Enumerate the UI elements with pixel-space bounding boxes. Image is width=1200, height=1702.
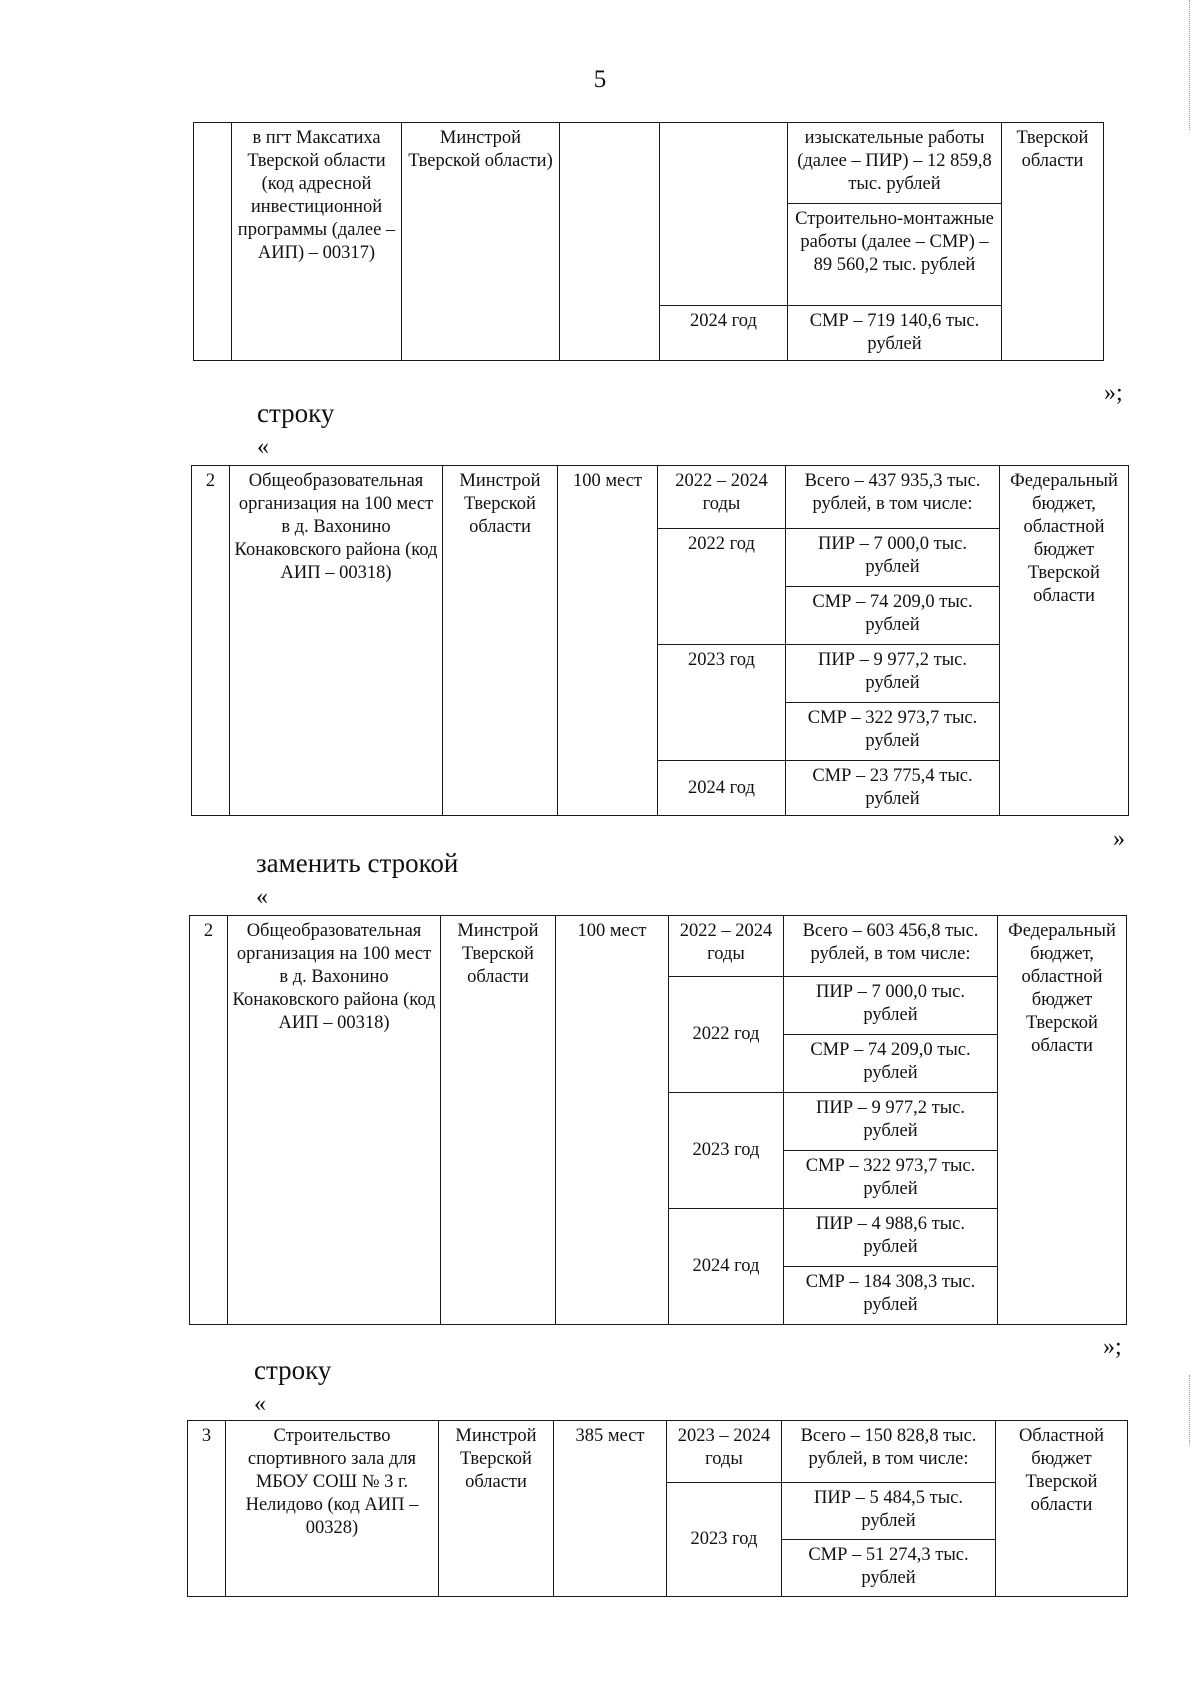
work-cell: СМР – 184 308,3 тыс. рублей	[784, 1267, 998, 1325]
capacity-cell: 100 мест	[556, 916, 669, 1325]
period-cell: 2023 – 2024 годы	[667, 1421, 782, 1483]
capacity-cell: 385 мест	[554, 1421, 667, 1597]
funding-source-cell: Федеральный бюджет, областной бюджет Тверской области	[998, 916, 1127, 1325]
closing-quote: »;	[1103, 1334, 1122, 1360]
table-row-current	[191, 465, 1129, 816]
funding-source-cell: Тверской области	[1002, 123, 1104, 361]
year-cell: 2024 год	[660, 306, 788, 361]
year-cell: 2023 год	[669, 1093, 784, 1209]
work-cell: изыскательные работы (далее – ПИР) – 12 859,8 тыс. рублей	[788, 123, 1002, 204]
total-cell: Всего – 603 456,8 тыс. рублей, в том числе:	[784, 916, 998, 977]
year-cell: 2024 год	[669, 1209, 784, 1325]
object-name-cell: в пгт Максатиха Тверской области (код адресной инвестиционной программы (далее – АИП) – 00317)	[232, 123, 402, 361]
work-cell: ПИР – 5 484,5 тыс. рублей	[782, 1483, 996, 1540]
work-cell: СМР – 74 209,0 тыс. рублей	[784, 1035, 998, 1093]
opening-quote: «	[257, 434, 269, 460]
table-row-current	[187, 1420, 1128, 1597]
table-row-replacement	[189, 915, 1127, 1325]
capacity-cell: 100 мест	[558, 466, 658, 816]
row-number: 2	[190, 916, 228, 1325]
customer-cell: Минстрой Тверской области	[441, 916, 556, 1325]
opening-quote: «	[256, 884, 268, 910]
row-number: 2	[192, 466, 230, 816]
period-cell: 2022 – 2024 годы	[669, 916, 784, 977]
year-cell: 2022 год	[658, 529, 786, 645]
period-cell: 2022 – 2024 годы	[658, 466, 786, 529]
work-cell: ПИР – 7 000,0 тыс. рублей	[786, 529, 1000, 587]
year-cell: 2023 год	[667, 1483, 782, 1597]
row-number: 3	[188, 1421, 226, 1597]
table-continuation	[193, 122, 1104, 361]
total-cell: Всего – 437 935,3 тыс. рублей, в том числе:	[786, 466, 1000, 529]
scan-edge-mark	[1189, 0, 1192, 130]
work-cell: ПИР – 9 977,2 тыс. рублей	[786, 645, 1000, 703]
funding-source-cell: Федеральный бюджет, областной бюджет Тверской области	[1000, 466, 1129, 816]
object-name-cell: Строительство спортивного зала для МБОУ СОШ № 3 г. Нелидово (код АИП – 00328)	[226, 1421, 439, 1597]
page-number: 5	[593, 66, 607, 93]
section-caption: заменить строкой	[256, 848, 459, 878]
customer-cell: Минстрой Тверской области)	[402, 123, 560, 361]
year-cell: 2022 год	[669, 977, 784, 1093]
work-cell: ПИР – 9 977,2 тыс. рублей	[784, 1093, 998, 1151]
work-cell: СМР – 51 274,3 тыс. рублей	[782, 1540, 996, 1597]
num-cell	[194, 123, 232, 361]
year-cell: 2023 год	[658, 645, 786, 761]
year-cell: 2024 год	[658, 761, 786, 816]
work-cell: Строительно-монтажные работы (далее – СМР) – 89 560,2 тыс. рублей	[788, 204, 1002, 306]
customer-cell: Минстрой Тверской области	[439, 1421, 554, 1597]
closing-quote: »;	[1104, 380, 1123, 406]
work-cell: ПИР – 7 000,0 тыс. рублей	[784, 977, 998, 1035]
work-cell: СМР – 74 209,0 тыс. рублей	[786, 587, 1000, 645]
opening-quote: «	[254, 1391, 266, 1417]
scan-edge-mark	[1189, 1375, 1192, 1445]
section-caption: строку	[257, 398, 335, 428]
year-cell	[660, 123, 788, 306]
capacity-cell	[560, 123, 660, 361]
work-cell: СМР – 23 775,4 тыс. рублей	[786, 761, 1000, 816]
object-name-cell: Общеобразовательная организация на 100 мест в д. Вахонино Конаковского района (код АИП – 00318)	[228, 916, 441, 1325]
work-cell: ПИР – 4 988,6 тыс. рублей	[784, 1209, 998, 1267]
customer-cell: Минстрой Тверской области	[443, 466, 558, 816]
closing-quote: »	[1113, 826, 1125, 852]
work-cell: СМР – 719 140,6 тыс. рублей	[788, 306, 1002, 361]
work-cell: СМР – 322 973,7 тыс. рублей	[784, 1151, 998, 1209]
work-cell: СМР – 322 973,7 тыс. рублей	[786, 703, 1000, 761]
object-name-cell: Общеобразовательная организация на 100 мест в д. Вахонино Конаковского района (код АИП – 00318)	[230, 466, 443, 816]
section-caption: строку	[254, 1355, 332, 1385]
funding-source-cell: Областной бюджет Тверской области	[996, 1421, 1128, 1597]
total-cell: Всего – 150 828,8 тыс. рублей, в том числе:	[782, 1421, 996, 1483]
